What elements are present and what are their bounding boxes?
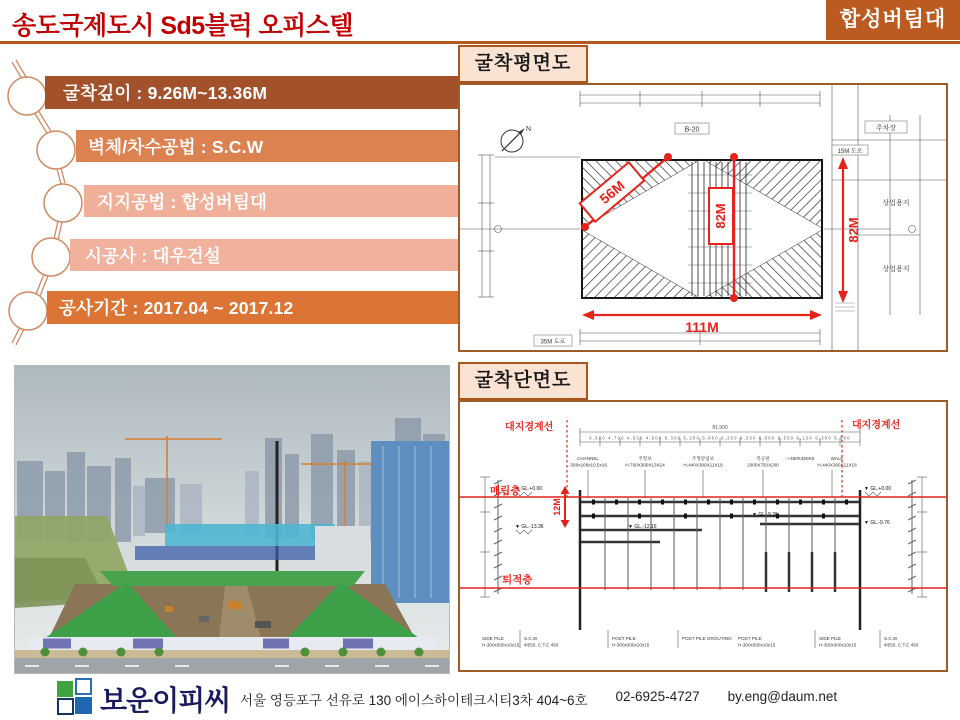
company-phone: 02-6925-4727 <box>615 689 700 704</box>
plan-dim-82m: 82M <box>846 217 861 243</box>
sediment-layer-label: 퇴적층 <box>502 574 533 586</box>
svg-text:H-300x300x10x15: H-300x300x10x15 <box>819 642 857 648</box>
svg-text:▼ GL.+0.00: ▼ GL.+0.00 <box>515 486 543 492</box>
section-member-labels <box>569 455 857 498</box>
svg-text:POST PILE: POST PILE <box>738 636 762 641</box>
svg-text:▼ GL.-9.76: ▼ GL.-9.76 <box>864 520 890 526</box>
svg-text:H-700X300X13X24: H-700X300X13X24 <box>625 462 665 468</box>
svg-text:SIDE PILE: SIDE PILE <box>482 636 504 641</box>
svg-text:SIDE PILE: SIDE PILE <box>819 636 841 641</box>
svg-text:복공판: 복공판 <box>756 456 770 461</box>
site-photo-art <box>15 366 449 673</box>
info-bar-label: 시공사 : 대우건설 <box>85 245 221 266</box>
svg-text:▼ GL.-9.26: ▼ GL.-9.26 <box>752 512 778 518</box>
section-pile-labels <box>482 630 919 648</box>
section-drawing <box>460 402 946 670</box>
company-logo-icon <box>56 678 96 716</box>
svg-text:POST PILE GROUTING: POST PILE GROUTING <box>682 636 732 641</box>
site-photo <box>14 365 450 674</box>
chain-circle-2 <box>37 131 75 169</box>
page-title: 송도국제도시 Sd5블럭 오피스텔 <box>12 12 354 40</box>
svg-text:S.C.W: S.C.W <box>884 636 898 641</box>
info-bar-label: 지지공법 : 합성버팀대 <box>97 191 268 212</box>
plan-dim-111m: 111M <box>685 319 719 335</box>
svg-text:Φ550, C.T.C 450: Φ550, C.T.C 450 <box>884 642 919 648</box>
footer-contact <box>240 689 837 709</box>
svg-text:주형받침보: 주형받침보 <box>691 456 715 461</box>
north-arrow-icon <box>501 126 531 152</box>
svg-text:CHANNEL: CHANNEL <box>577 456 599 461</box>
section-view-panel <box>458 400 948 672</box>
info-bar-label: 공사기간 : 2017.04 ~ 2017.12 <box>59 298 294 318</box>
info-bar-contractor <box>70 239 466 271</box>
svg-text:N: N <box>526 126 532 133</box>
company-address: 서울 영등포구 선유로 130 에이스하이테크시티3차 404~6호 <box>240 693 588 708</box>
company-name: 보운이피씨 <box>100 685 231 716</box>
plan-commercial2-label: 상업용지 <box>882 266 910 273</box>
header-badge: 합성버팀대 <box>826 0 960 40</box>
svg-text:▼ GL.-13.36: ▼ GL.-13.36 <box>515 524 544 530</box>
section-view-label: 굴착단면도 <box>458 362 588 400</box>
info-bar-label: 벽체/차수공법 : S.C.W <box>88 136 264 157</box>
section-struts <box>581 498 859 592</box>
info-bar-support-method <box>84 185 464 217</box>
svg-text:S.C.W: S.C.W <box>524 636 538 641</box>
svg-text:▼ GL.+0.00: ▼ GL.+0.00 <box>864 486 892 492</box>
info-bar-period <box>47 291 463 324</box>
plan-dim-56m: 56M <box>596 177 628 207</box>
site-fence <box>29 637 435 650</box>
plan-drawing <box>460 85 946 350</box>
title-underline <box>0 41 960 44</box>
info-bar-wall-method <box>76 130 463 162</box>
svg-text:H-440X300X11X18: H-440X300X11X18 <box>817 462 857 468</box>
plan-block-label: B-20 <box>684 126 700 134</box>
fill-layer-label: 매립층 <box>490 485 521 497</box>
svg-text:H-300x300x10x15: H-300x300x10x15 <box>612 642 650 648</box>
chain-circle-3 <box>44 184 82 222</box>
chain-circle-4 <box>32 238 70 276</box>
svg-text:▼ GL.-12.16: ▼ GL.-12.16 <box>628 524 657 530</box>
boundary-right-label: 대지경계선 <box>852 420 901 431</box>
company-email: by.eng@daum.net <box>727 689 838 704</box>
section-top-dims: 6,600 4,700 4,500 4,500 6,300 5,200 5,600 6,200 6,300 6,500 6,500 6,100 6,300 6,500 <box>589 435 851 441</box>
info-bar-excavation-depth <box>45 76 469 109</box>
chain-circle-1 <box>8 77 46 115</box>
chain-circle-5 <box>9 292 47 330</box>
boundary-left-label: 대지경계선 <box>505 422 554 433</box>
svg-text:WALE: WALE <box>830 456 844 461</box>
svg-text:Φ550, C.T.C 450: Φ550, C.T.C 450 <box>524 642 559 648</box>
info-bar-label: 굴착깊이 : 9.26M~13.36M <box>63 83 268 103</box>
plan-road35-label: 35M 도로 <box>540 339 566 346</box>
plan-view-panel <box>458 83 948 352</box>
plan-commercial1-label: 상업용지 <box>882 200 910 207</box>
svg-text:주형보: 주형보 <box>638 456 652 461</box>
plan-view-label: 굴착평면도 <box>458 45 588 83</box>
svg-text:POST PILE: POST PILE <box>612 636 636 641</box>
plan-road15-label: 15M 도로 <box>837 149 863 155</box>
svg-text:H-300x300x10x15: H-300x300x10x15 <box>482 642 520 648</box>
section-total-dim: 81,900 <box>712 425 728 431</box>
svg-text:2000X750X200: 2000X750X200 <box>747 462 779 468</box>
plan-parking-label: 주차장 <box>875 125 897 132</box>
svg-text:H-300x300x10x15: H-300x300x10x15 <box>738 642 776 648</box>
svg-text:-380x100x10.5x16: -380x100x10.5x16 <box>569 462 607 468</box>
plan-dim-82m-inner: 82M <box>713 203 728 229</box>
section-box-member: □-450X450X6 <box>785 456 815 461</box>
svg-text:H-440X300X11X18: H-440X300X11X18 <box>683 462 723 468</box>
depth-12m-label: 12M <box>552 498 562 516</box>
